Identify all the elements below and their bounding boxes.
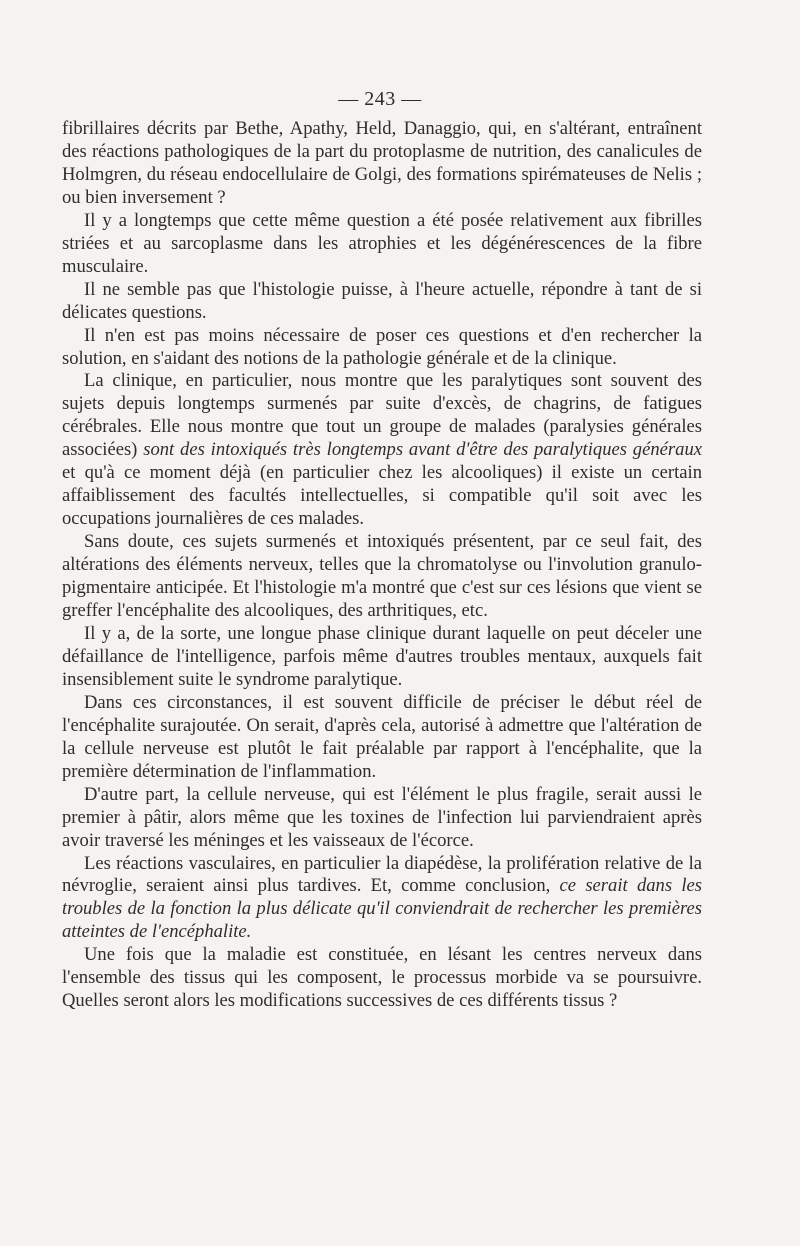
paragraph-10-italic: ce serait dans les troubles de la fonction la plus délicate qu'il conviendrait de rechercher les premières atteintes de l'encéphalite. xyxy=(62,875,702,943)
text-body xyxy=(62,118,702,1013)
paragraph-5-italic: sont des intoxiqués très longtemps avant d'être des paralytiques généraux xyxy=(143,439,702,461)
paragraph-7: Il y a, de la sorte, une longue phase clinique durant laquelle on peut déceler une défaillance de l'intelligence, parfois même d'autres troubles mentaux, auxquels fait insensiblement suite le syndrome paralytique. xyxy=(62,622,702,690)
paragraph-2: Il y a longtemps que cette même question a été posée relativement aux fibrilles striées et au sarcoplasme dans les atrophies et les dégénérescences de la fibre musculaire. xyxy=(62,209,702,277)
page-number: — 243 — xyxy=(338,88,422,110)
paragraph-5-text-end: et qu'à ce moment déjà (en particulier chez les alcooliques) il existe un certain affaiblissement des facultés intellectuelles, si compatible qu'il soit avec les occupations journalières de ces malades. xyxy=(62,462,702,530)
paragraph-6: Sans doute, ces sujets surmenés et intoxiqués présentent, par ce seul fait, des altérations des éléments nerveux, telles que la chromatolyse ou l'involution granulo-pigmentaire anticipée. Et l'histologie m'a montré que c'est sur ces lésions que vient se greffer l'encéphalite des alcooliques, des arthritiques, etc. xyxy=(62,531,702,622)
paragraph-8: Dans ces circonstances, il est souvent difficile de préciser le début réel de l'encéphalite surajoutée. On serait, d'après cela, autorisé à admettre que l'altération de la cellule nerveuse est plutôt le fait préalable par rapport à l'encéphalite, que la première détermination de l'inflammation. xyxy=(62,691,702,782)
paragraph-9: D'autre part, la cellule nerveuse, qui est l'élément le plus fragile, serait aussi le premier à pâtir, alors même que les toxines de l'infection lui parviendraient après avoir traversé les méninges et les vaisseaux de l'écorce. xyxy=(62,783,702,851)
paragraph-3: Il ne semble pas que l'histologie puisse, à l'heure actuelle, répondre à tant de si délicates questions. xyxy=(62,278,702,323)
paragraph-11: Une fois que la maladie est constituée, en lésant les centres nerveux dans l'ensemble des tissus qui les composent, le processus morbide va se poursuivre. Quelles seront alors les modifications successives de ces différents tissus ? xyxy=(62,944,702,1012)
paragraph-5-text-start: La clinique, en particulier, nous montre que les paralytiques sont souvent des sujets depuis longtemps surmenés par suite d'excès, de chagrins, de fatigues cérébrales. Elle nous montre que tout un groupe de malades (paralysies générales associées) xyxy=(62,370,702,461)
paragraph-5 xyxy=(62,370,702,531)
paragraph-4: Il n'en est pas moins nécessaire de poser ces questions et d'en rechercher la solution, en s'aidant des notions de la pathologie générale et de la clinique. xyxy=(62,324,702,369)
paragraph-10-text-start: Les réactions vasculaires, en particulier la diapédèse, la prolifération relative de la névroglie, seraient ainsi plus tardives. Et, comme conclusion, xyxy=(62,852,702,897)
paragraph-10 xyxy=(62,853,702,945)
paragraph-1: fibrillaires décrits par Bethe, Apathy, Held, Danaggio, qui, en s'altérant, entraînent des réactions pathologiques de la part du protoplasme de nutrition, des canalicules de Holmgren, du réseau endocellulaire de Golgi, des formations spirémateuses de Nelis ; ou bien inversement ? xyxy=(62,118,702,208)
